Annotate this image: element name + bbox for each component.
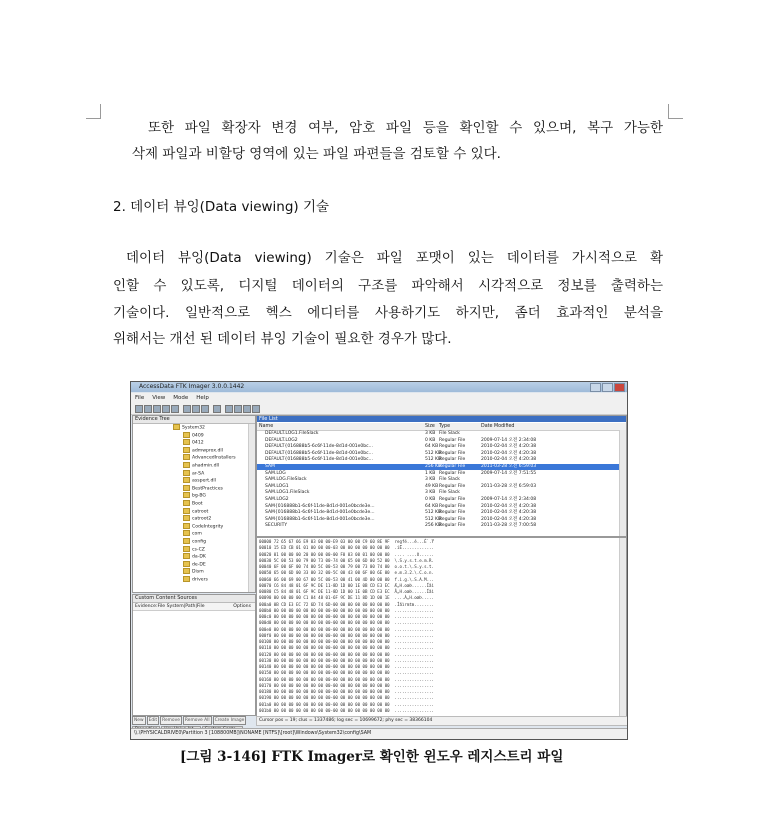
tree-item-label: config xyxy=(192,539,207,545)
file-type-cell: Regular File xyxy=(439,497,466,502)
add-evidence-icon xyxy=(135,405,143,413)
file-date-cell: 2010-02-04 오전 4:20:38 xyxy=(481,516,537,522)
file-name-cell: SAM{016888b1-6c6f-11de-8d1d-001e0bcde3e... xyxy=(265,510,375,516)
tree-item[interactable] xyxy=(183,470,204,476)
file-name-cell: SECURITY xyxy=(265,523,288,529)
col-name: Name xyxy=(259,424,274,429)
tree-item-label: Dism xyxy=(192,569,204,575)
file-date-cell: 2011-03-28 오전 6:59:03 xyxy=(481,464,537,469)
tree-item[interactable] xyxy=(183,508,208,514)
tree-item[interactable] xyxy=(183,439,204,445)
col-size: Size xyxy=(425,424,435,429)
file-type-cell: Regular File xyxy=(439,437,466,443)
ftk-imager-screenshot xyxy=(130,381,628,740)
menu-view: View xyxy=(152,394,166,401)
file-type-cell: Regular File xyxy=(439,450,466,456)
hex-row: 001a0 00 00 00 00 00 00 00 00-00 00 00 00 00 00 00 00 ................ xyxy=(259,701,434,707)
folder-icon xyxy=(183,561,190,567)
close-icon xyxy=(614,383,625,392)
section-heading: 2. 데이터 뷰잉(Data viewing) 기술 xyxy=(113,199,330,215)
tree-item-label: CodeIntegrity xyxy=(192,524,224,530)
file-row[interactable] xyxy=(257,438,626,444)
hex-cursor-status: Cursor pos = 19; clus = 1337486; log sec = 10699672; phy sec = 38366104 xyxy=(256,716,628,726)
file-size-cell: 512 KB xyxy=(425,450,442,456)
folder-icon xyxy=(183,477,190,483)
folder-icon xyxy=(183,439,190,445)
file-size-cell: 49 KB xyxy=(425,483,439,489)
tree-item[interactable] xyxy=(183,561,206,567)
hex-row: 00030 5C 00 53 00 79 00 73 00-74 00 65 00 6D 00 52 00 \.S.y.s.t.e.m.R. xyxy=(259,557,434,563)
tree-item-label: 0412 xyxy=(192,440,204,446)
paragraph-2-line-2: 인할 수 있도록, 디지털 데이터의 구조를 파악해서 시각적으로 정보를 출력하는 xyxy=(113,278,663,294)
file-date-cell: 2009-07-14 오전 2:34:08 xyxy=(481,497,537,502)
menu-help: Help xyxy=(196,394,209,401)
create-image-button: Create Image xyxy=(214,718,245,723)
hex-row: 00160 00 00 00 00 00 00 00 00-00 00 00 00 00 00 00 00 ................ xyxy=(259,676,434,682)
hex-row: 00080 C5 84 48 01 6F 9C DE 11-8D 1D 00 1E 0B CD E3 EC Å„H.oœÞ......Íãì xyxy=(259,589,434,594)
file-name-cell: SAM.LOG1.FileSlack xyxy=(265,490,310,496)
file-row[interactable] xyxy=(257,510,626,516)
menu-mode: Mode xyxy=(173,394,189,401)
file-row[interactable] xyxy=(257,523,626,529)
file-row[interactable] xyxy=(257,444,626,450)
custom-content-sources-pane xyxy=(132,594,256,716)
hex-row: 00110 00 00 00 00 00 00 00 00-00 00 00 00 00 00 00 00 ................ xyxy=(259,645,434,651)
folder-icon xyxy=(183,432,190,438)
folder-icon xyxy=(183,485,190,491)
custom-sources-columns xyxy=(133,603,255,611)
tree-item[interactable] xyxy=(183,432,204,438)
folder-icon xyxy=(183,515,190,521)
custom-sources-col-path: Evidence:File System|Path|File xyxy=(135,604,205,609)
hex-row: 00050 65 00 6D 00 33 00 32 00-5C 00 43 00 6F 00 6E 00 e.m.3.2.\.C.o.n. xyxy=(259,570,434,576)
tree-item-label: System32 xyxy=(182,425,205,431)
file-size-cell: 512 KB xyxy=(425,516,442,522)
new-button: New xyxy=(134,718,144,723)
hex-row: 000d0 00 00 00 00 00 00 00 00-00 00 00 00 00 00 00 00 ................ xyxy=(259,620,434,626)
tree-item-label: admwprox.dll xyxy=(192,448,223,454)
hex-row: 000c0 00 00 00 00 00 00 00 00-00 00 00 00 00 00 00 00 ................ xyxy=(259,614,434,619)
file-row[interactable] xyxy=(257,457,626,463)
custom-sources-buttons xyxy=(132,716,254,725)
tree-item[interactable] xyxy=(183,454,236,460)
folder-icon xyxy=(183,546,190,552)
file-type-cell: Regular File xyxy=(439,470,466,476)
tree-item-label: Boot xyxy=(192,501,203,507)
hex-row: 000e0 00 00 00 00 00 00 00 00-00 00 00 00 00 00 00 00 ................ xyxy=(259,626,434,632)
folder-icon xyxy=(183,568,190,574)
evidence-tree xyxy=(133,424,255,592)
hex-row: 00130 00 00 00 00 00 00 00 00-00 00 00 00 00 00 00 00 ................ xyxy=(259,657,434,663)
hex-row: 00000 72 65 67 66 E9 03 00 00-E9 03 00 00 C9 60 8E 9F regfé...é...É`.Ÿ xyxy=(259,539,434,544)
hash-icon xyxy=(192,405,200,413)
file-type-cell: Regular File xyxy=(439,457,466,463)
help-icon xyxy=(252,405,260,413)
view-hex-icon xyxy=(234,405,242,413)
view-text-icon xyxy=(225,405,233,413)
file-row[interactable] xyxy=(257,477,626,483)
paragraph-1-line-2: 삭제 파일과 비할당 영역에 있는 파일 파편들을 검토할 수 있다. xyxy=(132,146,501,162)
tree-item-label: da-DK xyxy=(192,554,206,560)
file-type-cell: Regular File xyxy=(439,464,466,469)
hex-row: 000f0 00 00 00 00 00 00 00 00-00 00 00 00 00 00 00 00 ................ xyxy=(259,632,434,638)
file-list-title: File List xyxy=(257,416,626,422)
file-size-cell: 0 KB xyxy=(425,437,436,443)
file-date-cell: 2010-02-04 오전 4:20:38 xyxy=(481,510,537,516)
tree-item-label: catroot xyxy=(192,509,209,515)
file-name-cell: DEFAULT{016888b5-6c6f-11de-8d1d-001e0bc... xyxy=(265,444,373,450)
file-size-cell: 3 KB xyxy=(425,431,436,436)
crop-mark-top-right xyxy=(668,104,683,119)
file-type-cell: Regular File xyxy=(439,516,466,522)
tree-item[interactable] xyxy=(183,538,206,544)
file-name-cell: SAM{016888b1-6c6f-11de-8d1d-001e0bcde3e... xyxy=(265,503,375,509)
hex-row: 00040 6F 00 6F 00 74 00 5C 00-53 00 79 00 73 00 74 00 o.o.t.\.S.y.s.t. xyxy=(259,564,434,569)
folder-icon xyxy=(183,462,190,468)
file-name-cell: SAM{016888b1-6c6f-11de-8d1d-001e0bcde3e... xyxy=(265,516,375,522)
hex-row: 00060 66 00 69 00 67 00 5C 00-53 00 41 00 4D 00 00 00 f.i.g.\.S.A.M... xyxy=(259,576,434,582)
file-date-cell: 2009-07-14 오전 7:51:55 xyxy=(481,470,537,476)
folder-icon xyxy=(183,576,190,582)
verify-icon xyxy=(201,405,209,413)
tree-scrollbar xyxy=(248,424,255,592)
tree-item-label: BestPractices xyxy=(192,486,223,492)
folder-icon xyxy=(183,508,190,514)
file-row[interactable] xyxy=(257,497,626,503)
file-date-cell: 2010-02-04 오전 4:20:38 xyxy=(481,457,537,463)
tree-item-label: asspert.dll xyxy=(192,478,216,484)
window-title: AccessData FTK Imager 3.0.0.1442 xyxy=(139,383,245,390)
file-type-cell: File Slack xyxy=(439,477,460,483)
hex-row: 00090 00 00 00 00 C1 84 48 01-6F 9C DE 11 8D 1D 00 1E ....Á„H.oœÞ..... xyxy=(259,595,434,601)
folder-icon xyxy=(173,424,180,430)
folder-icon xyxy=(183,454,190,460)
tree-item[interactable] xyxy=(183,553,206,559)
file-size-cell: 512 KB xyxy=(425,457,442,463)
col-date-modified: Date Modified xyxy=(481,424,515,429)
file-date-cell: 2010-02-04 오전 4:20:38 xyxy=(481,503,537,509)
hex-row: 00100 00 00 00 00 00 00 00 00-00 00 00 00 00 00 00 00 ................ xyxy=(259,639,434,644)
tree-item-label: drivers xyxy=(192,577,208,583)
file-name-cell: DEFAULT.LOG2 xyxy=(265,437,298,443)
tree-item-label: ar-SA xyxy=(192,471,205,477)
file-size-cell: 3 KB xyxy=(425,490,436,496)
file-size-cell: 64 KB xyxy=(425,503,439,509)
file-type-cell: Regular File xyxy=(439,483,466,489)
hex-row: 00020 01 00 00 00 20 00 00 00-00 F0 03 00 01 00 00 00 .... ....ð...... xyxy=(259,551,434,557)
file-list-columns xyxy=(257,423,626,431)
evidence-tree-title: Evidence Tree xyxy=(133,416,255,424)
file-row[interactable] xyxy=(257,431,626,437)
tree-item[interactable] xyxy=(183,530,202,536)
tree-item-label: ahadmin.dll xyxy=(192,463,220,469)
capture-memory-icon xyxy=(213,405,221,413)
file-date-cell: 2010-02-04 오전 4:20:38 xyxy=(481,450,537,456)
custom-sources-col-options: Options xyxy=(233,604,251,609)
file-size-cell: 1 KB xyxy=(425,470,436,476)
status-bar: \\.\PHYSICALDRIVE0\Partition 3 [108800MB]\NONAME [NTFS]\[root]\Windows\System32\config\SAM xyxy=(131,728,627,739)
tree-item[interactable] xyxy=(183,485,223,491)
hex-row: 000a0 0B CD E3 EC 72 6D 74 6D-00 00 00 00 00 00 00 00 .Íãìrmtm........ xyxy=(259,601,434,607)
file-type-cell: Regular File xyxy=(439,510,466,516)
file-row[interactable] xyxy=(257,464,626,470)
file-list-pane xyxy=(256,415,627,537)
file-date-cell: 2011-03-28 오전 7:00:58 xyxy=(481,523,537,529)
file-date-cell: 2009-07-14 오전 2:34:08 xyxy=(481,437,537,443)
tree-item[interactable] xyxy=(183,546,205,552)
tree-item[interactable] xyxy=(183,477,216,483)
minimize-icon xyxy=(590,383,601,392)
custom-sources-title: Custom Content Sources xyxy=(133,595,255,603)
file-row[interactable] xyxy=(257,490,626,496)
folder-icon xyxy=(183,447,190,453)
remove-button: Remove xyxy=(162,718,180,723)
file-size-cell: 256 KB xyxy=(425,523,442,529)
hex-row: 001b0 00 00 00 00 00 00 00 00-00 00 00 00 00 00 00 00 ................ xyxy=(259,707,434,713)
tree-item[interactable] xyxy=(183,523,223,529)
hex-row: 00150 00 00 00 00 00 00 00 00-00 00 00 00 00 00 00 00 ................ xyxy=(259,670,434,676)
folder-icon xyxy=(183,500,190,506)
file-row[interactable] xyxy=(257,504,626,510)
tree-item[interactable] xyxy=(183,492,206,498)
hex-row: 00010 15 ED CB 01 01 00 00 00-03 00 00 00 00 00 00 00 .íË............. xyxy=(259,545,434,551)
file-size-cell: 512 KB xyxy=(425,510,442,516)
toolbar xyxy=(131,402,627,415)
hex-row: 00070 C6 84 48 01 6F 9C DE 11-8D 1D 00 1E 0B CD E3 EC Æ„H.oœÞ......Íãì xyxy=(259,582,434,588)
file-type-cell: File Slack xyxy=(439,431,460,436)
folder-icon xyxy=(183,530,190,536)
menu-bar xyxy=(131,393,627,402)
file-size-cell: 3 KB xyxy=(425,477,436,483)
evidence-tree-pane xyxy=(132,415,256,593)
file-type-cell: File Slack xyxy=(439,490,460,496)
file-row[interactable] xyxy=(257,471,626,477)
export-icon xyxy=(183,405,191,413)
window-titlebar xyxy=(131,382,627,392)
file-size-cell: 64 KB xyxy=(425,444,439,450)
hex-view-pane xyxy=(256,537,627,717)
tree-item[interactable] xyxy=(183,576,208,582)
paragraph-1-line-1: 또한 파일 확장자 변경 여부, 암호 파일 등을 확인할 수 있으며, 복구 가능한 xyxy=(148,120,663,136)
tree-item-label: bg-BG xyxy=(192,493,206,499)
col-type: Type xyxy=(439,424,451,429)
file-type-cell: Regular File xyxy=(439,503,466,509)
tree-item[interactable] xyxy=(183,568,204,574)
hex-row: 00140 00 00 00 00 00 00 00 00-00 00 00 00 00 00 00 00 ................ xyxy=(259,664,434,669)
hex-row: 00120 00 00 00 00 00 00 00 00-00 00 00 00 00 00 00 00 ................ xyxy=(259,651,434,657)
file-size-cell: 256 KB xyxy=(425,464,442,469)
file-name-cell: DEFAULT{016888b5-6c6f-11de-8d1d-001e0bc... xyxy=(265,450,373,456)
folder-icon xyxy=(183,492,190,498)
tree-item-label: 0409 xyxy=(192,433,204,439)
file-name-cell: SAM.LOG2 xyxy=(265,497,289,502)
file-type-cell: Regular File xyxy=(439,444,466,450)
file-name-cell: SAM xyxy=(265,464,275,469)
remove-all-button: Remove All xyxy=(184,718,210,723)
file-list-scrollbar xyxy=(619,430,626,536)
hex-row: 00170 00 00 00 00 00 00 00 00-00 00 00 00 00 00 00 00 ................ xyxy=(259,682,434,688)
file-name-cell: SAM.LOG1 xyxy=(265,483,289,489)
tree-item[interactable] xyxy=(173,424,205,430)
add-all-icon xyxy=(144,405,152,413)
folder-icon xyxy=(183,523,190,529)
create-image-icon xyxy=(171,405,179,413)
menu-file: File xyxy=(135,394,145,401)
tree-item-label: com xyxy=(192,531,202,537)
file-date-cell: 2011-03-28 오전 6:59:03 xyxy=(481,483,537,489)
remove-evidence-icon xyxy=(162,405,170,413)
tree-item[interactable] xyxy=(183,500,203,506)
figure-caption: [그림 3-146] FTK Imager로 확인한 윈도우 레지스트리 파일 xyxy=(180,749,564,765)
folder-icon xyxy=(183,470,190,476)
file-name-cell: SAM.LOG xyxy=(265,470,286,476)
tree-item-label: catroot2 xyxy=(192,516,212,522)
paragraph-2-line-4: 위해서는 개선 된 데이터 뷰잉 기술이 필요한 경우가 많다. xyxy=(113,331,452,347)
tree-item-label: cs-CZ xyxy=(192,547,205,553)
file-name-cell: SAM.LOG.FileSlack xyxy=(265,477,307,483)
hex-row: 000b0 00 00 00 00 00 00 00 00-00 00 00 00 00 00 00 00 ................ xyxy=(259,607,434,613)
hex-row: 00180 00 00 00 00 00 00 00 00-00 00 00 00 00 00 00 00 ................ xyxy=(259,689,434,694)
file-type-cell: Regular File xyxy=(439,523,466,529)
hex-scrollbar xyxy=(619,538,626,716)
crop-mark-top-left xyxy=(86,104,101,119)
folder-icon xyxy=(183,553,190,559)
tree-item[interactable] xyxy=(183,515,211,521)
file-name-cell: DEFAULT.LOG1.FileSlack xyxy=(265,431,319,436)
paragraph-2-line-1: 데이터 뷰잉(Data viewing) 기술은 파일 포맷이 있는 데이터를 가시적으로 확 xyxy=(126,250,663,266)
folder-icon xyxy=(183,538,190,544)
maximize-icon xyxy=(602,383,613,392)
hex-row: 00190 00 00 00 00 00 00 00 00-00 00 00 00 00 00 00 00 ................ xyxy=(259,695,434,701)
image-mount-icon xyxy=(153,405,161,413)
file-size-cell: 0 KB xyxy=(425,497,436,502)
view-auto-icon xyxy=(243,405,251,413)
file-name-cell: DEFAULT{016888b5-6c6f-11de-8d1d-001e0bc... xyxy=(265,457,373,463)
tree-item[interactable] xyxy=(183,462,219,468)
tree-item-label: de-DE xyxy=(192,562,206,568)
edit-button: Edit xyxy=(148,718,158,723)
tree-item-label: AdvancedInstallers xyxy=(192,455,236,461)
tree-item[interactable] xyxy=(183,447,223,453)
file-date-cell: 2010-02-04 오전 4:20:38 xyxy=(481,444,537,450)
paragraph-2-line-3: 기술이다. 일반적으로 헥스 에디터를 사용하기도 하지만, 좀더 효과적인 분석을 xyxy=(113,305,663,321)
